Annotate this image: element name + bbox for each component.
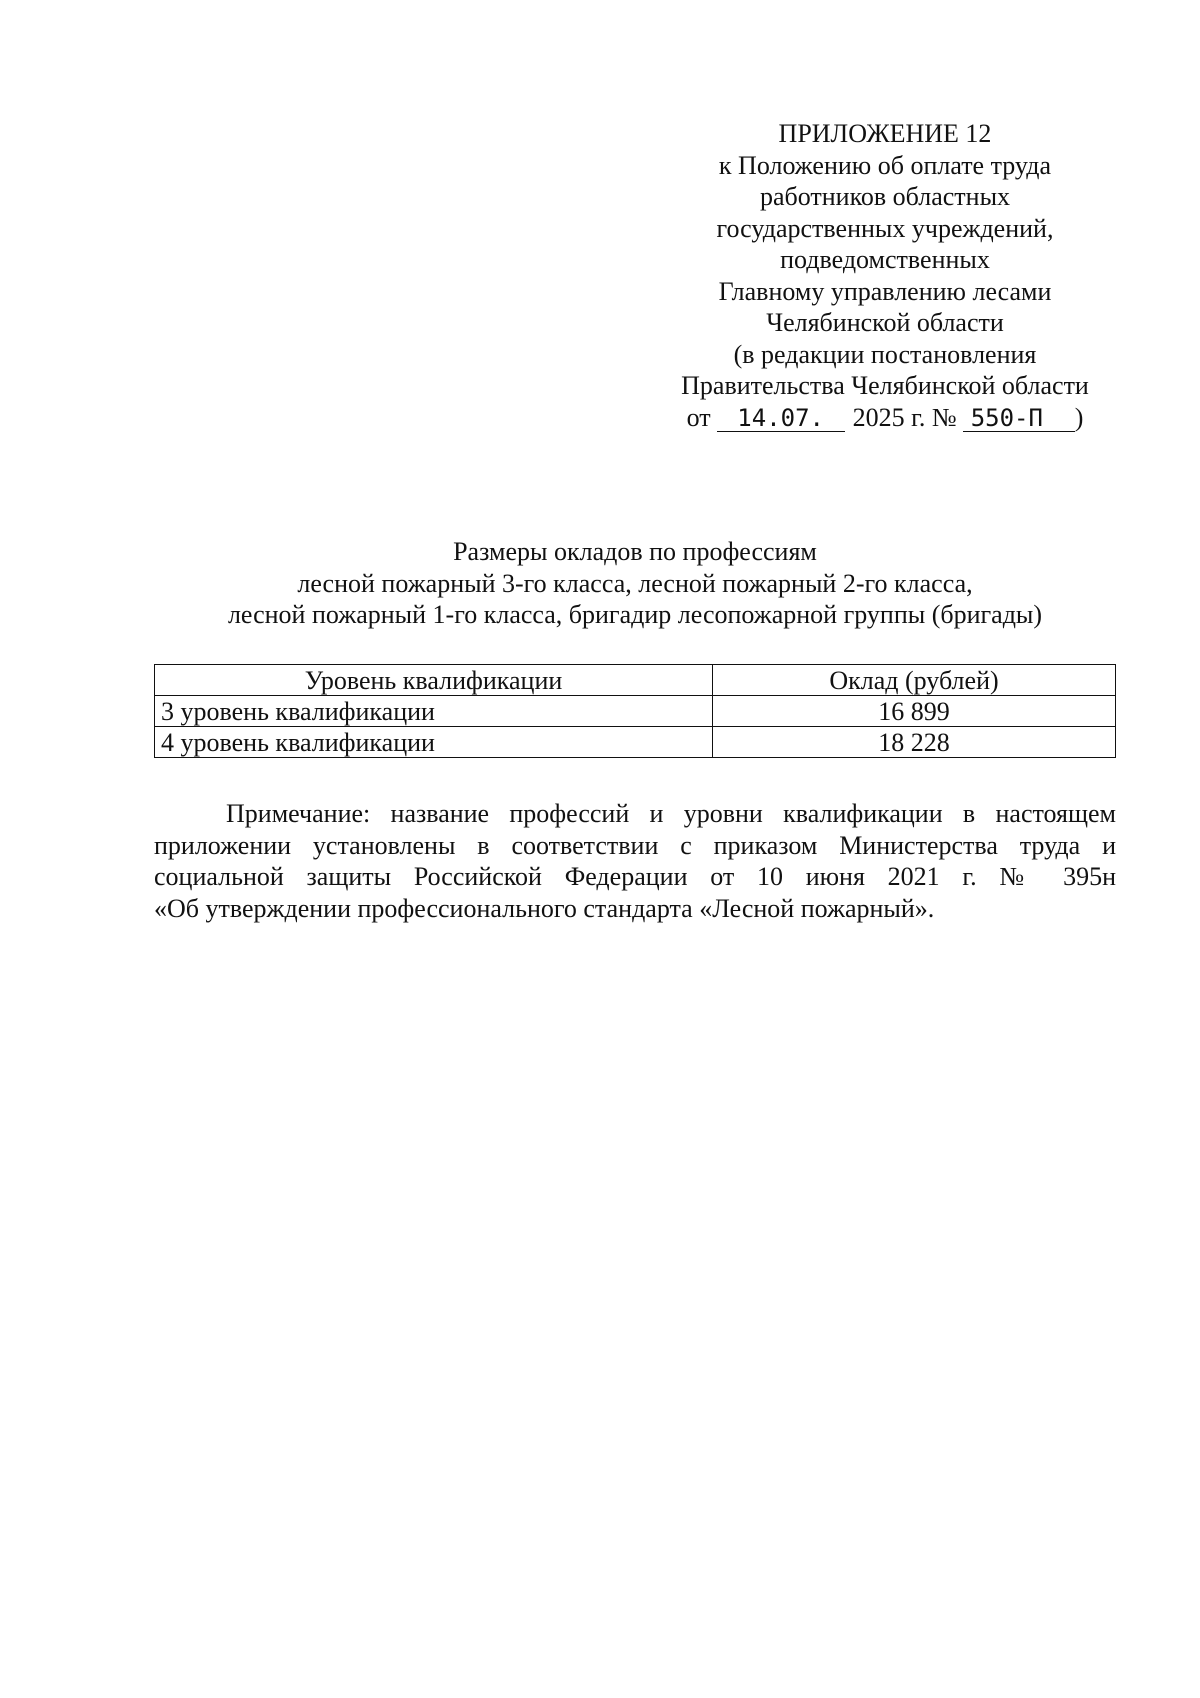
appendix-line: работников областных bbox=[759, 182, 1011, 211]
appendix-line: Челябинской области bbox=[766, 308, 1004, 337]
appendix-header bbox=[660, 118, 1110, 433]
heading-line: Размеры окладов по профессиям bbox=[453, 537, 817, 566]
salary-cell: 16 899 bbox=[713, 696, 1116, 727]
table-row bbox=[155, 696, 1116, 727]
appendix-line: Правительства Челябинской области bbox=[681, 371, 1089, 400]
appendix-line: государственных учреждений, bbox=[716, 213, 1054, 243]
note-paragraph bbox=[154, 798, 1116, 924]
column-header-qualification: Уровень квалификации bbox=[155, 665, 713, 696]
appendix-line: (в редакции постановления bbox=[733, 339, 1037, 369]
qualification-cell: 3 уровень квалификации bbox=[155, 696, 713, 727]
note-line: «Об утверждении профессионального стандарта «Лесной пожарный». bbox=[154, 893, 935, 923]
note-line: Примечание: название профессий и уровни квалификации в настоящем bbox=[226, 799, 1116, 828]
document-heading bbox=[150, 536, 1120, 631]
heading-line: лесной пожарный 3-го класса, лесной пожарный 2-го класса, bbox=[297, 568, 973, 598]
table-header-row bbox=[155, 665, 1116, 696]
salary-cell: 18 228 bbox=[713, 727, 1116, 758]
appendix-line: к Положению об оплате труда bbox=[718, 150, 1052, 180]
year-text: 2025 г. № bbox=[852, 402, 957, 432]
note-line: социальной защиты Российской Федерации от 10 июня 2021 г. № 395н bbox=[154, 862, 1116, 891]
column-header-salary: Оклад (рублей) bbox=[713, 665, 1116, 696]
table-row bbox=[155, 727, 1116, 758]
resolution-number: 550-П bbox=[963, 405, 1075, 432]
appendix-title: ПРИЛОЖЕНИЕ 12 bbox=[778, 119, 992, 148]
note-line: приложении установлены в соответствии с приказом Министерства труда и bbox=[154, 830, 1116, 860]
resolution-date: 14.07. bbox=[717, 405, 845, 432]
heading-line: лесной пожарный 1-го класса, бригадир лесопожарной группы (бригады) bbox=[227, 600, 1043, 629]
qualification-cell: 4 уровень квалификации bbox=[155, 727, 713, 758]
date-prefix: от bbox=[686, 402, 711, 432]
resolution-date-line bbox=[660, 402, 1110, 434]
salary-table bbox=[154, 664, 1116, 758]
closing-paren: ) bbox=[1074, 402, 1084, 432]
appendix-line: Главному управлению лесами bbox=[718, 276, 1052, 306]
appendix-line: подведомственных bbox=[780, 245, 990, 274]
